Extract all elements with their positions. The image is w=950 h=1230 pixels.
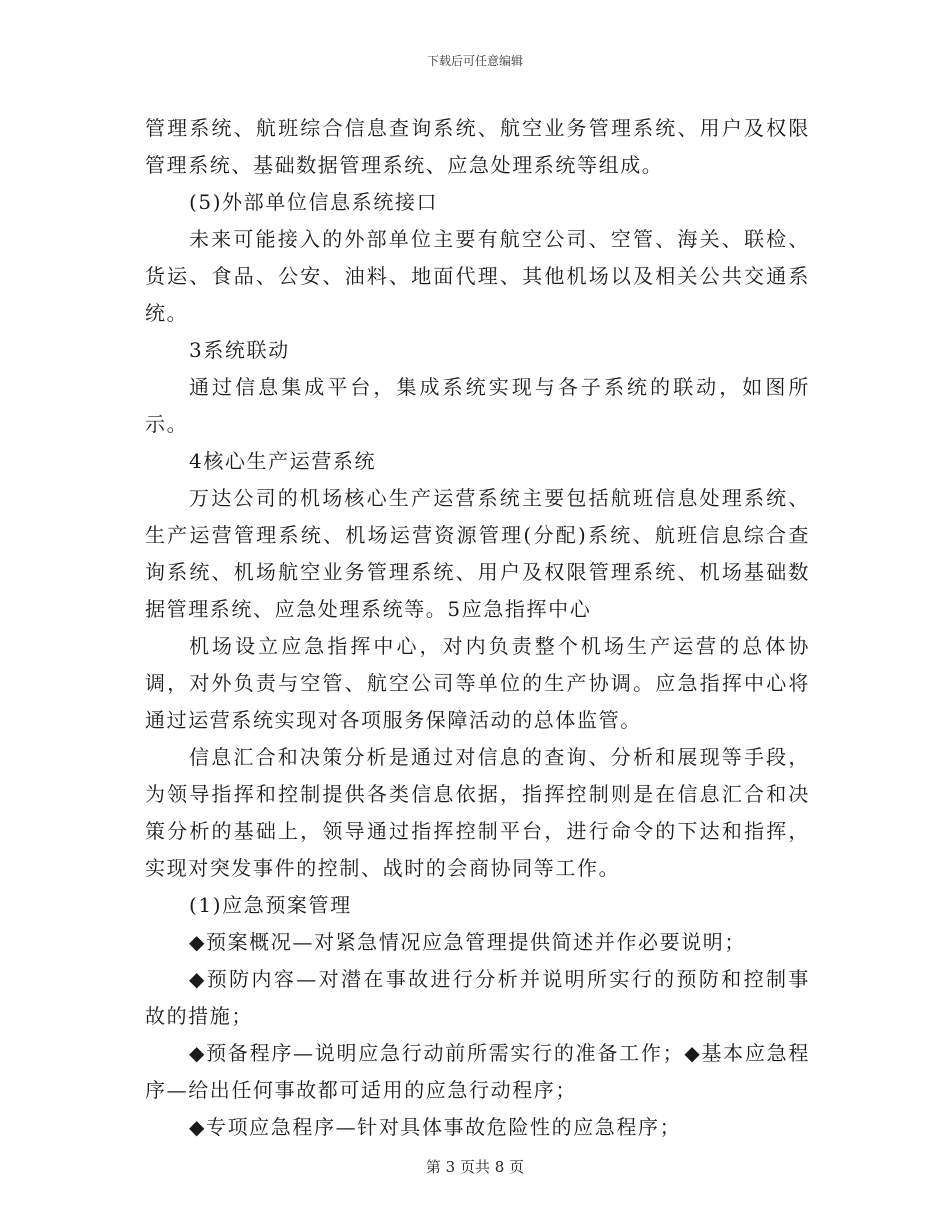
bullet-special-procedure: ◆专项应急程序—针对具体事故危险性的应急程序； — [189, 1115, 682, 1139]
bullet-prevention: ◆预防内容—对潜在事故进行分析并说明所实行的预防和控制事故的措施； — [145, 967, 810, 1028]
bullet-preparation: ◆预备程序—说明应急行动前所需实行的准备工作；◆基本应急程序—给出任何事故都可适用的应急行动程序； — [145, 1041, 810, 1102]
heading-external-interface: (5)外部单位信息系统接口 — [189, 190, 439, 214]
paragraph-external-units: 未来可能接入的外部单位主要有航空公司、空管、海关、联检、货运、食品、公安、油料、地面代理、其他机场以及相关公共交通系统。 — [145, 227, 810, 325]
paragraph-command-center: 机场设立应急指挥中心，对内负责整个机场生产运营的总体协调，对外负责与空管、航空公司等单位的生产协调。应急指挥中心将通过运营系统实现对各项服务保障活动的总体监管。 — [145, 634, 810, 732]
heading-system-linkage: 3系统联动 — [189, 338, 290, 362]
paragraph-system-linkage: 通过信息集成平台，集成系统实现与各子系统的联动，如图所示。 — [145, 375, 810, 436]
paragraph-core-operations: 万达公司的机场核心生产运营系统主要包括航班信息处理系统、生产运营管理系统、机场运营资源管理(分配)系统、航班信息综合查询系统、机场航空业务管理系统、用户及权限管理系统、机场基础数据管理系统、应急处理系统等。5应急指挥中心 — [145, 486, 810, 621]
heading-emergency-plan: (1)应急预案管理 — [189, 893, 352, 917]
heading-core-operations: 4核心生产运营系统 — [189, 449, 377, 473]
document-body — [145, 110, 810, 1146]
bullet-plan-overview: ◆预案概况—对紧急情况应急管理提供简述并作必要说明； — [189, 930, 746, 954]
paragraph-decision-analysis: 信息汇合和决策分析是通过对信息的查询、分析和展现等手段，为领导指挥和控制提供各类信息依据，指挥控制则是在信息汇合和决策分析的基础上，领导通过指挥控制平台，进行命令的下达和指挥，实现对突发事件的控制、战时的会商协同等工作。 — [145, 745, 810, 880]
page-footer: 第 3 页共 8 页 — [425, 1158, 525, 1176]
page-header: 下载后可任意编辑 — [426, 54, 523, 68]
paragraph-1: 管理系统、航班综合信息查询系统、航空业务管理系统、用户及权限管理系统、基础数据管理系统、应急处理系统等组成。 — [145, 116, 810, 177]
